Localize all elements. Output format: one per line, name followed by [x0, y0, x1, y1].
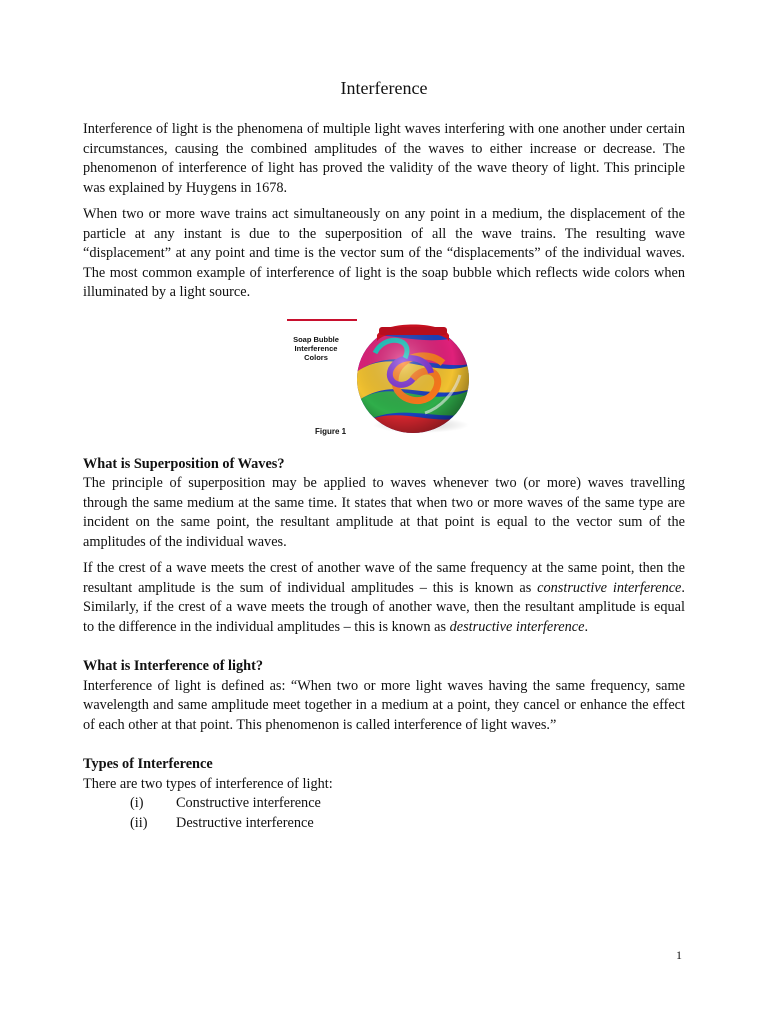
soap-bubble-image: [355, 313, 475, 437]
types-section: [83, 755, 685, 833]
superposition-p2-text-a: If the crest of a wave meets the crest of another wave of the same frequency at the same point, then the resultant amplitude is the sum of individual amplitudes – this is known as: [83, 560, 685, 596]
figure-label: [285, 335, 347, 362]
figure-pointer-line: [287, 319, 357, 321]
bubble-red-cap: [379, 327, 447, 335]
types-list: [83, 794, 685, 833]
list-item: [83, 794, 685, 814]
list-item-label: Destructive interference: [176, 814, 314, 831]
figure-label-line-2: Interference: [294, 343, 338, 353]
superposition-heading: What is Superposition of Waves?: [83, 455, 285, 472]
types-intro: There are two types of interference of light:: [83, 775, 333, 792]
types-heading: Types of Interference: [83, 756, 213, 772]
superposition-p2-text-c: .: [584, 618, 589, 635]
figure-caption: Figure 1: [315, 426, 347, 436]
list-item: [83, 814, 685, 834]
interference-definition-section: [83, 657, 685, 735]
soap-bubble-figure: [285, 313, 481, 441]
page-number: 1: [676, 948, 682, 962]
figure-label-line-1: Soap Bubble: [293, 334, 339, 344]
constructive-interference-term: constructive interference: [537, 579, 682, 596]
intro-paragraph-1: Interference of light is the phenomena of multiple light waves interfering with one another under certain circumstances, causing the combined amplitudes of the waves to either increase or decrease. The phenomenon of interference of light has proved the validity of the wave theory of light. This principle was explained by Huygens in 1678.: [83, 121, 685, 196]
superposition-paragraph-2: [83, 559, 685, 637]
superposition-section: [83, 455, 685, 638]
interference-definition-paragraph: Interference of light is defined as: “When two or more light waves having the same frequency, same wavelength and same amplitude meet together in a medium at a point, they cancel or enhance the effect of each other at that point. This phenomenon is called interference of light waves.”: [83, 677, 685, 733]
superposition-p2-text-b: . Similarly, if the crest of a wave meets the trough of another wave, then the resultant amplitude is equal to the difference in the individual amplitudes – this is known as: [83, 579, 685, 635]
figure-label-line-3: Colors: [304, 352, 328, 362]
interference-definition-heading: What is Interference of light?: [83, 658, 264, 674]
document-body: [83, 120, 685, 833]
destructive-interference-term: destructive interference: [449, 618, 585, 635]
intro-paragraph-2: When two or more wave trains act simultaneously on any point in a medium, the displacement of the particle at any instant is due to the superposition of all the wave trains. The resulting wave “displacement” at any point and time is the vector sum of the “displacements” of the individual waves. The most common example of interference of light is the soap bubble which reflects wide colors when illuminated by a light source.: [83, 206, 685, 300]
page-title: Interference: [340, 78, 428, 98]
superposition-paragraph-1: The principle of superposition may be applied to waves whenever two (or more) waves travelling through the same medium at the same time. It states that when two or more waves of the same type are incident on the same point, the resultant amplitude at that point is equal to the vector sum of the amplitudes of the individual waves.: [83, 475, 685, 550]
list-item-number: (ii): [130, 814, 148, 831]
list-item-number: (i): [130, 795, 144, 811]
list-item-label: Constructive interference: [176, 795, 321, 811]
